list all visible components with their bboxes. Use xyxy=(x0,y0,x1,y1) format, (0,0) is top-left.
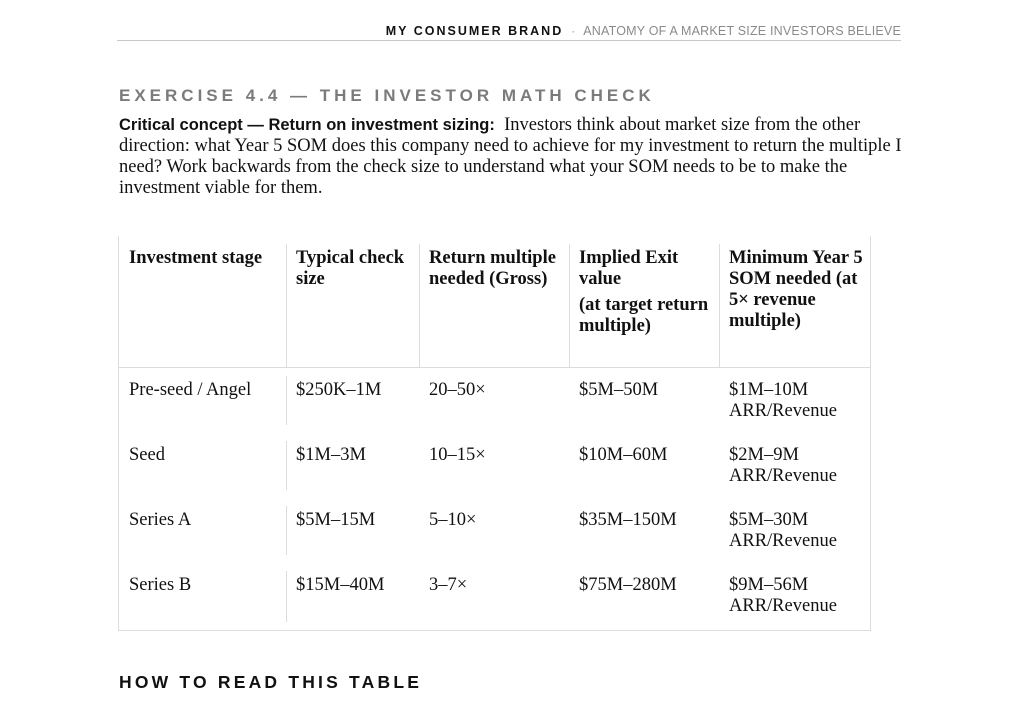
concept-paragraph xyxy=(119,115,909,199)
cell-stage: Series B xyxy=(129,575,192,595)
cell-min-som: $2M–9M ARR/Revenue xyxy=(729,445,837,486)
cell-min-som: $1M–10M ARR/Revenue xyxy=(729,380,837,421)
table-row xyxy=(119,498,870,563)
investor-math-table xyxy=(118,236,871,631)
cell-check-size: $1M–3M xyxy=(286,433,419,498)
exercise-heading: EXERCISE 4.4 — THE INVESTOR MATH CHECK xyxy=(119,86,655,105)
concept-lead: Critical concept — Return on investment sizing: xyxy=(119,116,495,134)
brand-name: MY CONSUMER BRAND xyxy=(385,24,564,38)
header-separator: · xyxy=(571,24,576,38)
cell-exit-value: $75M–280M xyxy=(579,575,677,595)
cell-exit-value: $10M–60M xyxy=(579,445,668,465)
table-row xyxy=(119,433,870,498)
cell-min-som: $5M–30M ARR/Revenue xyxy=(729,510,837,551)
header-min-som: Minimum Year 5 SOM needed (at 5× revenue multiple) xyxy=(719,236,870,367)
cell-exit-value: $5M–50M xyxy=(579,380,659,400)
header-exit-value-sub: (at target return multiple) xyxy=(579,295,709,336)
cell-stage: Seed xyxy=(129,445,165,465)
cell-check-size: $5M–15M xyxy=(286,498,419,563)
document-title: ANATOMY OF A MARKET SIZE INVESTORS BELIEVE xyxy=(583,24,901,38)
cell-exit-value: $35M–150M xyxy=(579,510,677,530)
section-heading: HOW TO READ THIS TABLE xyxy=(119,672,423,692)
cell-stage: Series A xyxy=(129,510,192,530)
cell-return-multiple: 5–10× xyxy=(429,510,477,530)
header-investment-stage: Investment stage xyxy=(129,248,263,268)
cell-stage: Pre-seed / Angel xyxy=(129,380,252,400)
table-row xyxy=(119,563,870,630)
header-exit-value: Implied Exit value (at target return multiple) xyxy=(569,236,719,367)
cell-return-multiple: 10–15× xyxy=(429,445,486,465)
header-return-multiple: Return multiple needed (Gross) xyxy=(419,236,569,367)
running-header xyxy=(117,22,901,41)
header-check-size: Typical check size xyxy=(286,236,419,367)
cell-min-som: $9M–56M ARR/Revenue xyxy=(729,575,837,616)
cell-check-size: $250K–1M xyxy=(286,368,419,433)
table-header-row xyxy=(119,236,870,368)
cell-return-multiple: 3–7× xyxy=(429,575,468,595)
concept-body: Investors think about market size from the other direction: what Year 5 SOM does this company need to achieve for my investment to return the multiple I need? Work backwards from the check size to understand what your SOM needs to be to make the investment viable for them. xyxy=(119,115,902,198)
table-row xyxy=(119,368,870,433)
cell-check-size: $15M–40M xyxy=(286,563,419,630)
cell-return-multiple: 20–50× xyxy=(429,380,486,400)
